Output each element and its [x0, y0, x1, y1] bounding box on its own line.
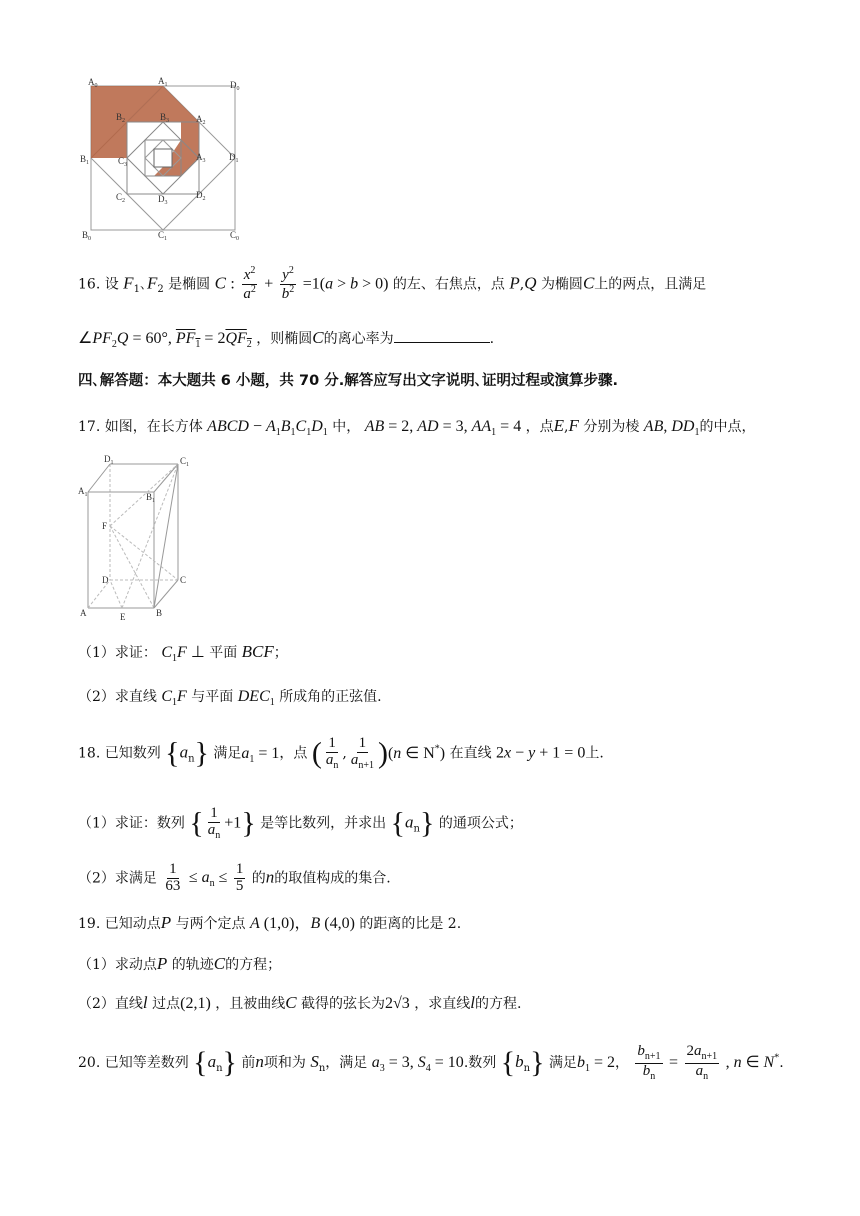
- q20-stem: 20. 已知等差数列 $\{a_n\}$ 前n项和为 $S_n$，满足 $a_3 = 3$, $S_4 = 10$.数列 $\{b_n\}$ 满足$b_1 = 2$， $\frac{b_{n+1}}{b_n}$ = $\frac{2a_{n+1}}{a_n}$ , n ∈ N*.: [78, 1043, 784, 1082]
- label-c3: $C_3$: [118, 156, 128, 168]
- svg-text:E: E: [120, 612, 126, 622]
- label-c0: $C_0$: [230, 230, 240, 242]
- q19-stem: 19. 已知动点P 与两个定点 A (1,0)，B (4,0) 的距离的比是 2.: [78, 913, 462, 932]
- label-b0: $B_0$: [82, 230, 92, 242]
- q16-line2: $\angle PF_2Q = 60^\circ$, $PF_1 = 2QF_2$ ，则椭圆C的离心率为 .: [78, 328, 495, 351]
- svg-text:B: B: [156, 608, 163, 618]
- q17-part1: （1）求证： $C_1F$ ⊥ 平面 BCF；: [78, 642, 288, 665]
- label-b3: $B_3$: [160, 112, 170, 124]
- label-d0: $D_0$: [230, 80, 240, 92]
- label-d1: $D_1$: [229, 152, 239, 164]
- svg-text:C1: $C_1$: [180, 456, 190, 468]
- svg-text:F: F: [102, 521, 108, 531]
- label-b1: $B_1$: [80, 154, 90, 166]
- cuboid-figure: [78, 452, 198, 624]
- label-c1: $C_1$: [158, 230, 168, 242]
- q18-part1: （1）求证：数列 { $\frac{1}{a_n}$ +1} 是等比数列，并求出 $\{a_n\}$ 的通项公式；: [78, 805, 523, 841]
- q17-stem: 17. 如图，在长方体 ABCD − $A_1B_1C_1D_1$ 中， AB = 2, AD = 3, $AA_1 = 4$ ，点E,F 分别为棱 AB, $DD_1$的中点，: [78, 416, 756, 439]
- answer-blank[interactable]: [394, 342, 490, 343]
- label-a2: $A_2$: [196, 114, 206, 126]
- label-d2: $D_2$: [196, 190, 206, 202]
- section-heading: 四､解答题：本大题共 6 小题，共 70 分.解答应写出文字说明､证明过程或演算步骤.: [78, 373, 618, 389]
- nested-squares-figure: [80, 76, 250, 242]
- svg-text:B1: $B_1$: [146, 492, 156, 504]
- label-a0: $A_0$: [88, 77, 98, 89]
- svg-text:D1: $D_1$: [104, 454, 114, 466]
- label-a3: $A_3$: [196, 152, 206, 164]
- q16-line1: 16. 设 $F_1$､$F_2$ 是椭圆 C : $\frac{x^2}{a^2}$ + $\frac{y^2}{b^2}$ =1(a > b > 0) 的左、右焦点，点 P,Q 为椭圆C上的两点，且满足: [78, 265, 707, 302]
- label-c2: $C_2$: [116, 192, 126, 204]
- q18-stem: 18. 已知数列 $\{a_n\}$ 满足$a_1 = 1$，点 ( $\frac{1}{a_n}$ , $\frac{1}{a_{n+1}}$ )(n ∈ N*) 在直线 2x − y + 1 = 0上.: [78, 735, 604, 771]
- inner-square: [154, 149, 172, 167]
- q19-part2: （2）直线l 过点(2,1) ，且被曲线C 截得的弦长为2√3 ，求直线l的方程.: [78, 993, 522, 1012]
- label-b2: $B_2$: [116, 112, 126, 124]
- label-a1: $A_1$: [158, 76, 168, 88]
- svg-text:A: A: [80, 608, 87, 618]
- q17-part2: （2）求直线 $C_1F$ 与平面 $DEC_1$ 所成角的正弦值.: [78, 688, 382, 709]
- label-d3: $D_3$: [158, 194, 168, 206]
- svg-text:A1: $A_1$: [78, 486, 88, 498]
- svg-text:C: C: [180, 575, 187, 585]
- q18-part2: （2）求满足 $\frac{1}{63}$ ≤ $a_n$ ≤ $\frac{1}{5}$ 的n的取值构成的集合.: [78, 861, 391, 894]
- svg-text:D: D: [102, 575, 109, 585]
- q19-part1: （1）求动点P 的轨迹C的方程；: [78, 954, 282, 973]
